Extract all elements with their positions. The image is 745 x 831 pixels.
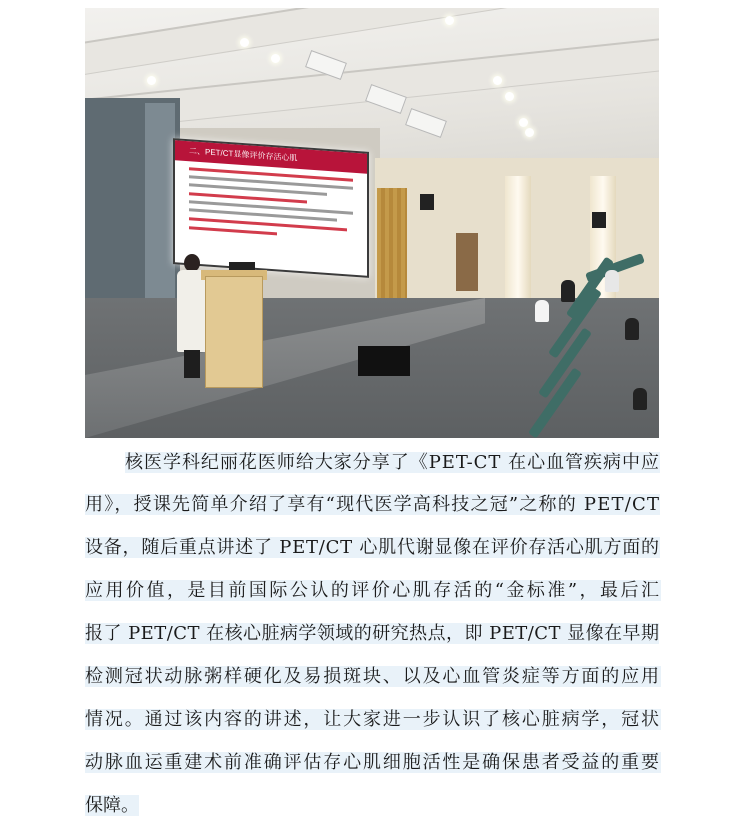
- paragraph-line: 报了 PET/CT 在核心脏病学领域的研究热点，即 PET/CT 显像在早期: [85, 623, 660, 644]
- side-table: [358, 346, 410, 376]
- audience-member: [625, 318, 639, 340]
- paragraph-line: 检测冠状动脉粥样硬化及易损斑块、以及心血管炎症等方面的应用: [85, 666, 661, 687]
- ceiling-light: [505, 92, 514, 101]
- ceiling-light: [271, 54, 280, 63]
- projection-screen: [173, 138, 369, 278]
- podium: [205, 276, 263, 388]
- door: [456, 233, 478, 291]
- audience-member: [535, 300, 549, 322]
- paragraph-line: 情况。通过该内容的讲述，让大家进一步认识了核心脏病学，冠状: [85, 709, 661, 730]
- curtain: [377, 188, 407, 298]
- ceiling-light: [147, 76, 156, 85]
- audience-member: [561, 280, 575, 302]
- paragraph-line: 保障。: [85, 795, 139, 816]
- paragraph-line: 用》，授课先简单介绍了享有“现代医学高科技之冠”之称的 PET/CT: [85, 494, 661, 515]
- ceiling-light: [240, 38, 249, 47]
- paragraph-line: 设备，随后重点讲述了 PET/CT 心肌代谢显像在评价存活心肌方面的: [85, 537, 660, 558]
- ceiling-light: [445, 16, 454, 25]
- ceiling-light: [525, 128, 534, 137]
- slide-text-line: [189, 226, 277, 235]
- paragraph-line: 动脉血运重建术前准确评估存心肌细胞活性是确保患者受益的重要: [85, 752, 661, 773]
- audience-member: [633, 388, 647, 410]
- wall-speaker: [592, 212, 606, 228]
- wall-speaker: [420, 194, 434, 210]
- ceiling-light: [519, 118, 528, 127]
- paragraph-line: 核医学科纪丽花医师给大家分享了《PET-CT 在心血管疾病中应: [125, 452, 660, 473]
- slide-heading: 二、PET/CT显像评价存活心肌: [175, 140, 367, 173]
- lecture-photo: [85, 8, 659, 438]
- ceiling-light: [493, 76, 502, 85]
- paragraph-line: 应用价值，是目前国际公认的评价心肌存活的“金标准”，最后汇: [85, 580, 662, 601]
- column: [505, 176, 531, 301]
- audience-member: [605, 270, 619, 292]
